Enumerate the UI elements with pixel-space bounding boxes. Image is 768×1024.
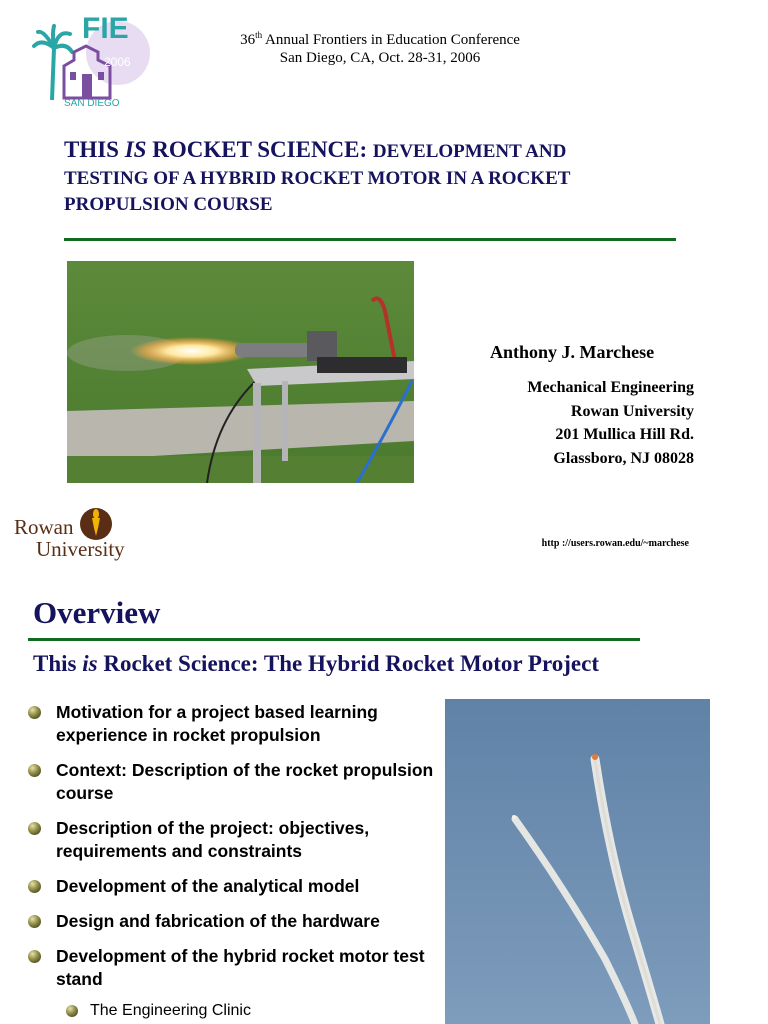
list-item: Motivation for a project based learning experience in rocket propulsion xyxy=(28,701,438,747)
bullet-icon xyxy=(28,764,41,777)
sub-bullet-icon xyxy=(66,1005,78,1017)
svg-text:Rowan: Rowan xyxy=(14,515,74,539)
paper-title: THIS IS ROCKET SCIENCE: DEVELOPMENT AND TESTING OF A HYBRID ROCKET MOTOR IN A ROCKET PROPULSION COURSE xyxy=(64,137,571,215)
svg-text:University: University xyxy=(36,537,125,561)
overview-heading: Overview xyxy=(33,595,161,630)
overview-divider xyxy=(28,638,640,641)
author-website-link[interactable]: http ://users.rowan.edu/~marchese xyxy=(541,538,689,549)
university: Rowan University xyxy=(570,402,694,420)
sub-list-item: The Engineering Clinic xyxy=(28,1001,438,1021)
author-affiliation xyxy=(460,376,694,470)
list-item: Description of the project: objectives, requirements and constraints xyxy=(28,817,438,863)
list-item: Development of the hybrid rocket motor test stand xyxy=(28,945,438,991)
bullet-icon xyxy=(28,915,41,928)
street-address: 201 Mullica Hill Rd. xyxy=(555,426,694,443)
bullet-icon xyxy=(28,950,41,963)
author-name: Anthony J. Marchese xyxy=(490,342,655,362)
bullet-icon xyxy=(28,706,41,719)
conference-location: San Diego, CA, Oct. 28-31, 2006 xyxy=(279,50,481,66)
city-state-zip: Glassboro, NJ 08028 xyxy=(553,449,694,467)
svg-text:SAN DIEGO: SAN DIEGO xyxy=(64,98,120,108)
bullet-icon xyxy=(28,822,41,835)
svg-text:FIE: FIE xyxy=(82,12,129,45)
list-item: Design and fabrication of the hardware xyxy=(28,910,438,933)
overview-subtitle: This is Rocket Science: The Hybrid Rocket Motor Project xyxy=(33,651,599,676)
rowan-university-logo xyxy=(14,504,134,562)
rocket-launch-contrail-photo xyxy=(445,699,710,1024)
bullet-icon xyxy=(28,880,41,893)
title-divider xyxy=(64,238,676,241)
conference-name: 36th Annual Frontiers in Education Conference xyxy=(240,30,520,48)
department: Mechanical Engineering xyxy=(527,379,694,396)
list-item: Context: Description of the rocket propulsion course xyxy=(28,759,438,805)
rocket-motor-test-photo xyxy=(67,261,414,483)
list-item: Development of the analytical model xyxy=(28,875,438,898)
overview-bullet-list xyxy=(28,701,438,1021)
fie-san-diego-logo xyxy=(30,8,154,108)
svg-text:2006: 2006 xyxy=(104,55,131,69)
